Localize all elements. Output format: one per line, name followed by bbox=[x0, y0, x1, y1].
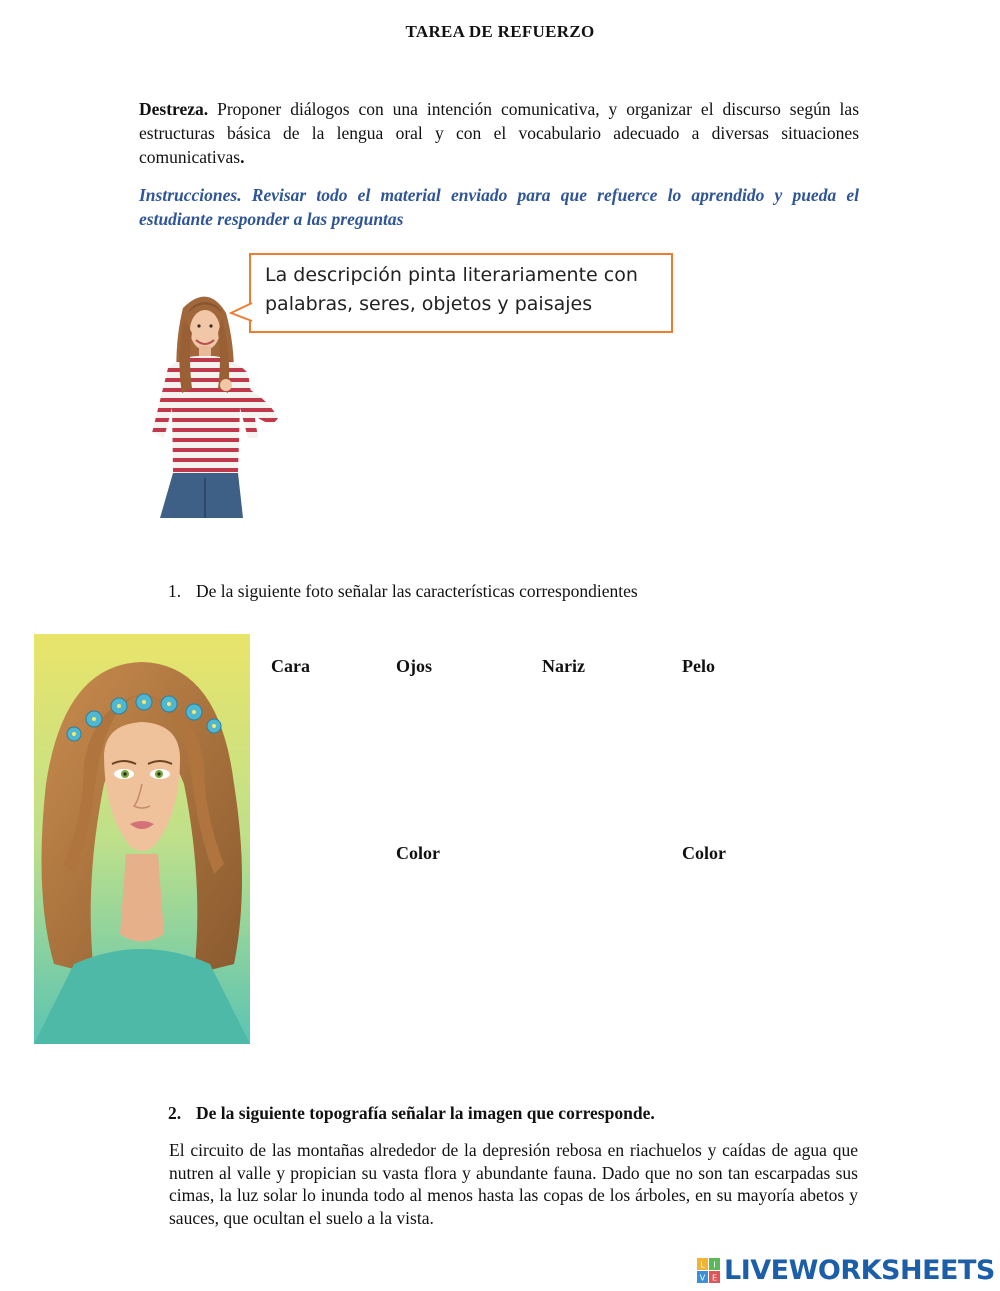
question-1 bbox=[168, 581, 638, 602]
bubble-line-2: palabras, seres, objetos y paisajes bbox=[265, 293, 593, 315]
question-1-text: De la siguiente foto señalar las características correspondientes bbox=[196, 581, 638, 601]
label-ojos-color: Color bbox=[396, 843, 440, 863]
bubble-line-1: La descripción pinta literariamente con bbox=[265, 264, 638, 286]
question-1-number: 1. bbox=[168, 581, 182, 601]
label-ojos: Ojos bbox=[396, 656, 432, 676]
liveworksheets-logo bbox=[697, 1255, 997, 1287]
logo-text: LIVEWORKSHEETS bbox=[724, 1255, 995, 1286]
instructions-text: Instrucciones. Revisar todo el material enviado para que refuerce lo aprendido y pueda el estudiante responder a las preguntas bbox=[139, 185, 859, 229]
page-title: TAREA DE REFUERZO bbox=[405, 22, 595, 41]
badge-letter-e: E bbox=[711, 1273, 718, 1283]
bubble-tail bbox=[229, 301, 253, 325]
badge-letter-l: L bbox=[700, 1260, 705, 1270]
destreza-end: . bbox=[240, 147, 245, 167]
question-2-paragraph: El circuito de las montañas alrededor de la depresión rebosa en riachuelos y caídas de agua que nutren al valle y propician su vasta flora y abundante fauna. Dado que no son tan escarpadas sus cimas, la luz solar lo inunda todo al menos hasta las copas de los árboles, en su mayoría abetos y sauces, que ocultan el suelo a la vista. bbox=[169, 1140, 858, 1228]
label-cara: Cara bbox=[271, 656, 310, 676]
badge-letter-i: I bbox=[713, 1260, 716, 1270]
destreza-label: Destreza. bbox=[139, 99, 209, 119]
label-pelo: Pelo bbox=[682, 656, 715, 676]
question-2-number: 2. bbox=[168, 1103, 182, 1123]
label-nariz: Nariz bbox=[542, 656, 585, 676]
question-2 bbox=[168, 1103, 655, 1124]
question-2-text: De la siguiente topografía señalar la imagen que corresponde. bbox=[196, 1103, 655, 1123]
destreza-text: Proponer diálogos con una intención comunicativa, y organizar el discurso según las estructuras básica de la lengua oral y con el vocabulario adecuado a diversas situaciones comunicativas bbox=[139, 99, 859, 167]
live-badge-icon bbox=[697, 1258, 721, 1284]
destreza-paragraph bbox=[139, 97, 859, 169]
badge-letter-v: V bbox=[699, 1273, 706, 1283]
woman-portrait-image bbox=[34, 634, 250, 1044]
speech-bubble bbox=[249, 253, 673, 333]
label-pelo-color: Color bbox=[682, 843, 726, 863]
